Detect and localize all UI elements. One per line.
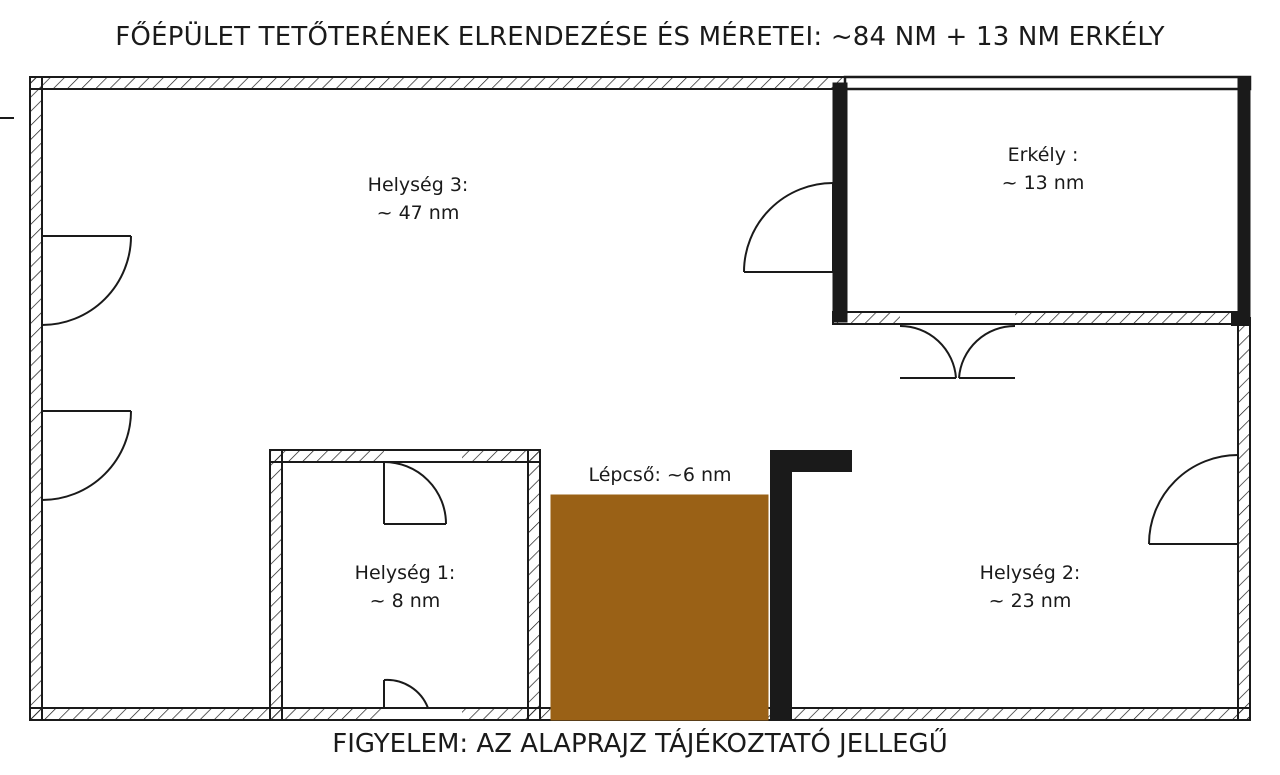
room-label-helyseg-2: Helység 2: ~ 23 nm — [979, 562, 1081, 612]
room-label-erkely: Erkély : ~ 13 nm — [1001, 144, 1085, 194]
door-left-upper — [42, 236, 131, 325]
page-title: FŐÉPÜLET TETŐTERÉNEK ELRENDEZÉSE ÉS MÉRETEI: ~84 NM + 13 NM ERKÉLY — [115, 22, 1165, 52]
room-label-helyseg-3: Helység 3: ~ 47 nm — [367, 174, 469, 224]
wall-right — [1238, 318, 1250, 720]
stairs-block — [551, 495, 768, 720]
wall-left — [30, 77, 42, 720]
door-left-lower — [42, 411, 131, 500]
wall-top-left — [30, 77, 845, 89]
door-room1-top — [384, 462, 446, 524]
page-footer-note: FIGYELEM: AZ ALAPRAJZ TÁJÉKOZTATÓ JELLEGŰ — [332, 729, 948, 759]
door-room2-right — [1149, 455, 1238, 544]
wall-jamb-right — [1231, 312, 1250, 326]
room-label-helyseg-1: Helység 1: ~ 8 nm — [354, 562, 456, 612]
wall-stairs-right — [770, 450, 852, 720]
door-room1-bottom — [384, 680, 428, 708]
door-balcony-double — [900, 324, 1015, 378]
wall-balcony-right — [1238, 77, 1250, 322]
stairs-label: Lépcső: ~6 nm — [588, 464, 732, 486]
wall-top-balcony — [845, 77, 1250, 89]
door-room3-balcony — [744, 183, 833, 272]
wall-balcony-left — [833, 83, 847, 322]
wall-balcony-bottom — [833, 312, 1238, 324]
